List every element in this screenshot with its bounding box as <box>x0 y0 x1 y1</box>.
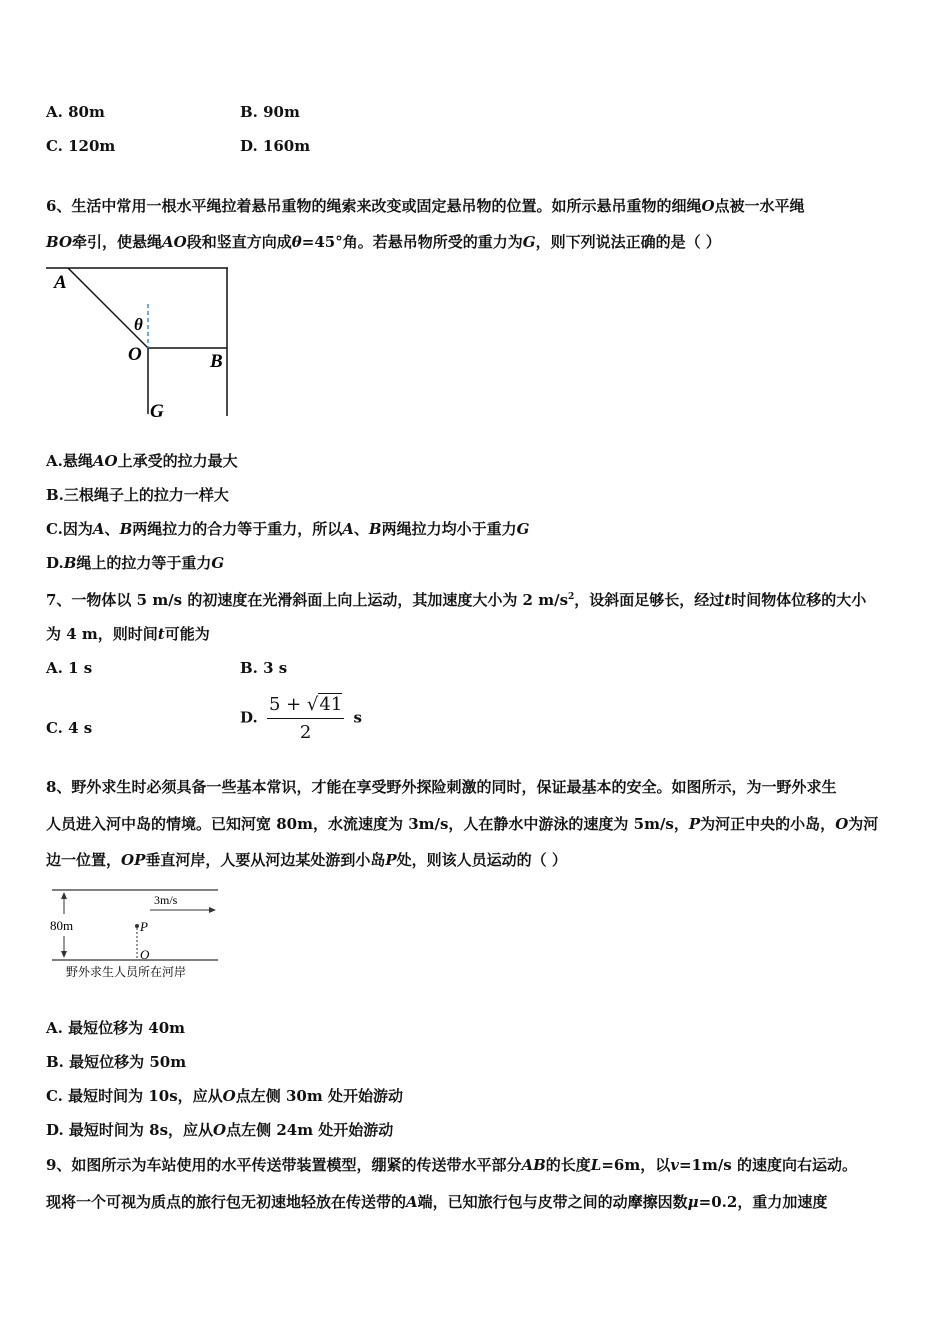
q6-rope-diagram <box>46 264 236 424</box>
q7-stem-line-1: 7、一物体以 5 m/s 的初速度在光滑斜面上向上运动，其加速度大小为 2 $m/s^2$，设斜面足够长，经过t时间物体位移的大小 <box>46 591 867 609</box>
river-width-label: 80m <box>50 918 74 933</box>
q6-option-d: D.B绳上的拉力等于重力G <box>46 554 225 572</box>
q8-option-a: A. 最短位移为 40m <box>46 1019 186 1037</box>
q5-option-a: A. 80m <box>46 103 105 121</box>
q8-option-b: B. 最短位移为 50m <box>46 1053 187 1071</box>
q5-option-d: D. 160m <box>240 137 311 155</box>
q6-stem-line-2: BO牵引，使悬绳AO段和竖直方向成θ=45°角。若悬吊物所受的重力为G，则下列说法正确的是（ ） <box>46 233 721 251</box>
q7-option-c: C. 4 s <box>46 719 93 737</box>
q9-stem-line-2: 现将一个可视为质点的旅行包无初速地轻放在传送带的A端，已知旅行包与皮带之间的动摩擦因数μ=0.2，重力加速度 <box>46 1193 828 1211</box>
q6-option-c: C.因为A、B两绳拉力的合力等于重力，所以A、B两绳拉力均小于重力G <box>46 520 530 538</box>
q8-stem-line-2: 人员进入河中岛的情境。已知河宽 80m，水流速度为 3m/s，人在静水中游泳的速度为 5m/s，P为河正中央的小岛，O为河 <box>46 815 879 833</box>
q8-option-d: D. 最短时间为 8s，应从O点左侧 24m 处开始游动 <box>46 1121 394 1139</box>
q8-stem-line-3: 边一位置，OP垂直河岸，人要从河边某处游到小岛P处，则该人员运动的（ ） <box>46 851 567 869</box>
fraction: $\frac{5 + √41}{2}$ <box>268 694 343 743</box>
width-arrowhead-down <box>61 951 67 958</box>
label-p: P <box>140 919 148 934</box>
width-arrowhead-up <box>61 892 67 899</box>
q9-stem-line-1: 9、如图所示为车站使用的水平传送带装置模型，绷紧的传送带水平部分AB的长度L=6m，以v=1m/s 的速度向右运动。 <box>46 1156 857 1174</box>
q7-option-d: D. $\frac{5 + √41}{2}$ s <box>240 694 362 743</box>
label-o: O <box>140 947 150 962</box>
label-g: G <box>150 401 164 422</box>
q6-option-b: B.三根绳子上的拉力一样大 <box>46 486 229 504</box>
current-speed-label: 3m/s <box>154 893 178 907</box>
label-theta: θ <box>134 315 143 334</box>
label-b: B <box>210 351 223 372</box>
q7-option-b: B. 3 s <box>240 659 288 677</box>
island-p-dot <box>135 924 139 928</box>
label-a: A <box>54 272 67 293</box>
q6-option-a: A.悬绳AO上承受的拉力最大 <box>46 452 238 470</box>
current-arrowhead <box>209 907 216 913</box>
q7-option-a: A. 1 s <box>46 659 93 677</box>
label-o: O <box>128 344 142 365</box>
q8-stem-line-1: 8、野外求生时必须具备一些基本常识，才能在享受野外探险刺激的同时，保证最基本的安全。如图所示，为一野外求生 <box>46 778 837 796</box>
q5-option-b: B. 90m <box>240 103 300 121</box>
q6-stem-line-1: 6、生活中常用一根水平绳拉着悬吊重物的绳索来改变或固定悬吊物的位置。如所示悬吊重物的细绳O点被一水平绳 <box>46 197 805 215</box>
q8-river-diagram <box>46 884 226 984</box>
q5-option-c: C. 120m <box>46 137 116 155</box>
bank-caption: 野外求生人员所在河岸 <box>66 965 187 979</box>
q8-option-c: C. 最短时间为 10s，应从O点左侧 30m 处开始游动 <box>46 1087 403 1105</box>
rope-ao <box>68 268 148 348</box>
q7-stem-line-2: 为 4 m，则时间t可能为 <box>46 625 210 643</box>
